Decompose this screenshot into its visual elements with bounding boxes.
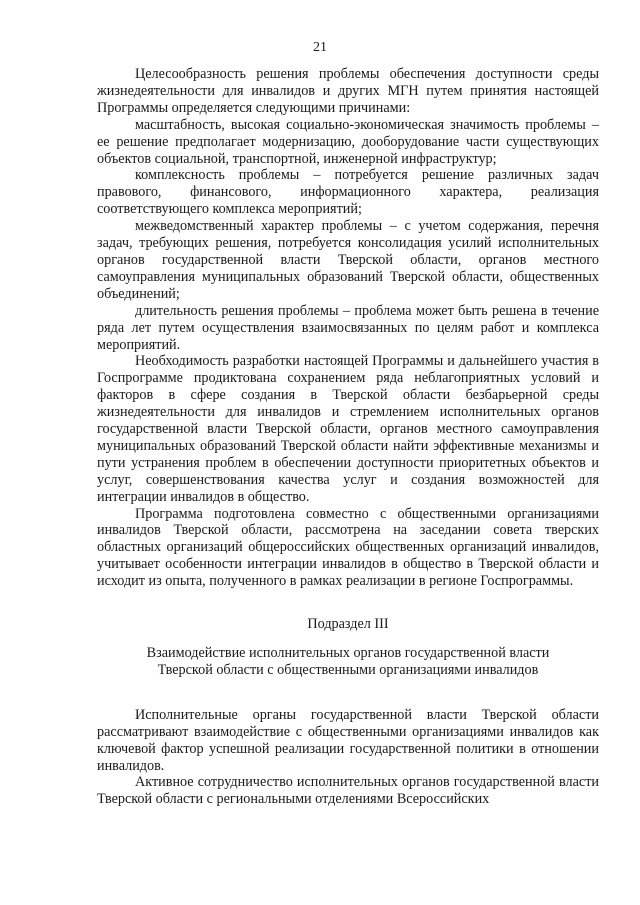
paragraph: комплексность проблемы – потребуется решение различных задач правового, финансового, информационного характера, реализация соответствующего комплекса мероприятий; xyxy=(97,167,599,218)
paragraph: Целесообразность решения проблемы обеспечения доступности среды жизнедеятельности для инвалидов и других МГН путем принятия настоящей Программы определяется следующими причинами: xyxy=(97,66,599,116)
page-number: 21 xyxy=(313,40,327,55)
section-title-line-2: Тверской области с общественными организациями инвалидов xyxy=(157,661,539,678)
section-heading xyxy=(97,616,599,679)
section-label: Подраздел III xyxy=(307,616,389,633)
paragraph: Необходимость разработки настоящей Программы и дальнейшего участия в Госпрограмме продиктована сохранением ряда неблагоприятных условий и факторов в сфере создания в Тверской области безбарьерной среды жизнедеятельности для инвалидов и стремлением исполнительных органов государственной власти Тверской области, органов местного самоуправления муниципальных образований Тверской области найти эффективные механизмы и пути устранения проблем в обеспечении доступности приоритетных объектов и услуг, совершенствования качества услуг и создания возможностей для интеграции инвалидов в общество. xyxy=(97,353,599,505)
paragraph: длительность решения проблемы – проблема может быть решена в течение ряда лет путем осуществления взаимосвязанных по целям работ и комплекса мероприятий. xyxy=(97,302,599,353)
section-title-line-1: Взаимодействие исполнительных органов государственной власти xyxy=(146,645,550,661)
paragraph: межведомственный характер проблемы – с учетом содержания, перечня задач, требующих решения, потребуется консолидация усилий исполнительных органов государственной власти Тверской области, органов местного самоуправления муниципальных образований Тверской области, общественных объединений; xyxy=(97,218,599,302)
paragraph: Программа подготовлена совместно с общественными организациями инвалидов Тверской области, рассмотрена на заседании совета тверских областных организаций общероссийских общественных организаций инвалидов, учитывает особенности интеграции инвалидов в общество в Тверской области и исходит из опыта, полученного в рамках реализации в регионе Госпрограммы. xyxy=(97,505,599,590)
paragraph: Исполнительные органы государственной власти Тверской области рассматривают взаимодействие с общественными организациями инвалидов как ключевой фактор успешной реализации государственной политики в отношении инвалидов. xyxy=(97,706,599,774)
paragraph: масштабность, высокая социально-экономическая значимость проблемы – ее решение предполагает модернизацию, дооборудование части существующих объектов социальной, транспортной, инженерной инфраструктур; xyxy=(97,116,599,167)
paragraph: Активное сотрудничество исполнительных органов государственной власти Тверской области с региональными отделениями Всероссийских xyxy=(97,774,599,808)
document-body xyxy=(97,66,599,808)
